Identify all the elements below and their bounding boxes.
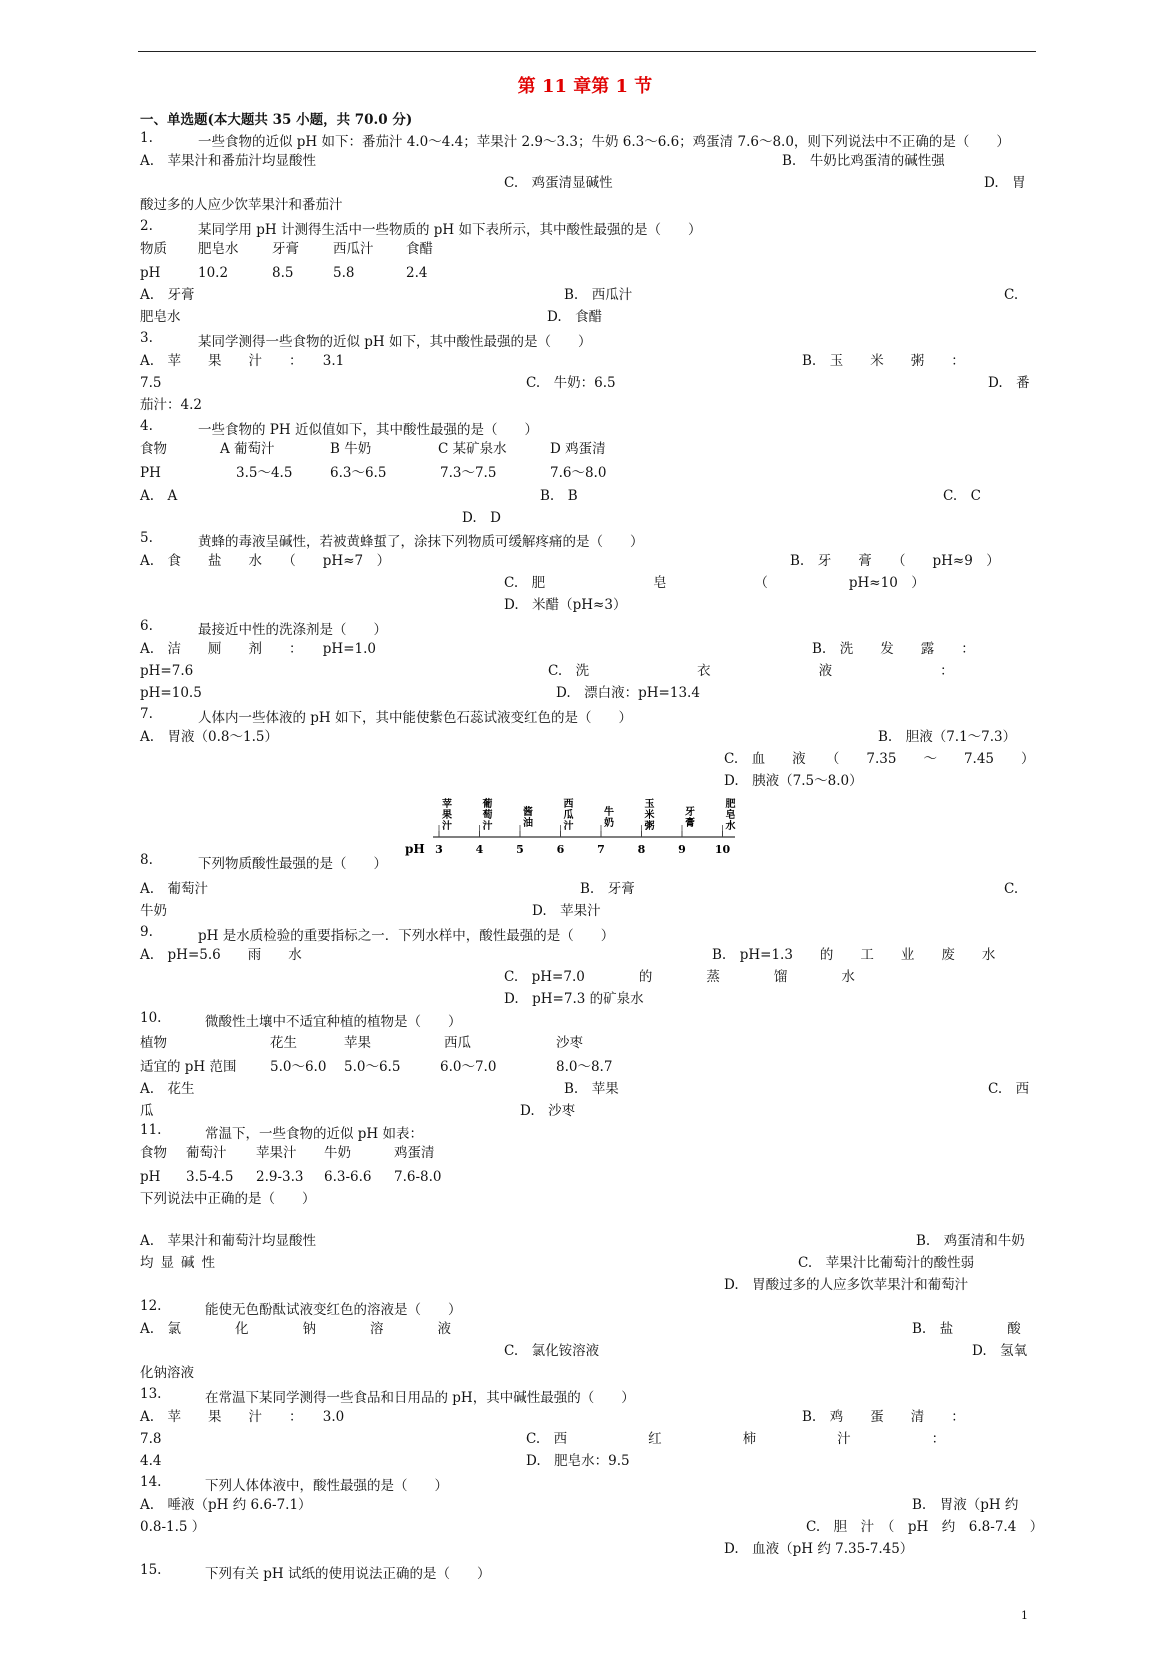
q3-option-d: D. 番	[988, 375, 1030, 391]
q5-option-c: C. 肥 皂 （ pH≈10 ）	[504, 575, 925, 591]
q6-stem: 最接近中性的洗涤剂是（ ）	[198, 622, 387, 638]
q9-stem: pH 是水质检验的重要指标之一．下列水样中，酸性最强的是（ ）	[198, 928, 615, 944]
q2-option-c-cont: 肥皂水	[140, 309, 181, 325]
ph-scale-item-label: 肥	[725, 799, 736, 810]
ph-scale-item-label: 汁	[563, 821, 574, 832]
q10-option-b: B. 苹果	[564, 1081, 619, 1097]
ph-scale-item-label: 米	[644, 810, 655, 821]
q4-stem: 一些食物的 PH 近似值如下，其中酸性最强的是（ ）	[198, 422, 538, 438]
q11-option-c: C. 苹果汁比葡萄汁的酸性弱	[798, 1255, 975, 1271]
q14-number: 14.	[140, 1474, 162, 1490]
q4-option-b: B. B	[540, 488, 578, 504]
q7-option-a: A. 胃液（0.8～1.5）	[140, 729, 278, 745]
q11-table-header-3: 牛奶	[324, 1145, 351, 1161]
q2-number: 2.	[140, 218, 153, 234]
q13-option-b: B. 鸡 蛋 清 ：	[802, 1409, 965, 1425]
ph-scale-item-label: 牛	[604, 807, 614, 818]
ph-scale-item-label: 油	[523, 818, 533, 829]
q11-option-a: A. 苹果汁和葡萄汁均显酸性	[140, 1233, 317, 1249]
ph-scale-tick-label: 6	[556, 843, 565, 856]
q2-option-d: D. 食醋	[547, 309, 603, 325]
q4-table-header-1: A 葡萄汁	[220, 441, 275, 457]
q12-option-d: D. 氢氧	[972, 1343, 1028, 1359]
ph-scale-item-label: 汁	[442, 821, 452, 832]
ph-scale-item-label: 西	[563, 799, 574, 810]
q4-table-cell-4: 7.6～8.0	[550, 465, 607, 481]
q11-number: 11.	[140, 1122, 162, 1138]
ph-scale-item-label: 皂	[725, 810, 736, 821]
q14-stem: 下列人体体液中，酸性最强的是（ ）	[205, 1478, 448, 1494]
q7-stem: 人体内一些体液的 pH 如下，其中能使紫色石蕊试液变红色的是（ ）	[198, 710, 632, 726]
q2-option-c: C.	[1004, 287, 1019, 303]
q11-table-header-0: 食物	[140, 1145, 167, 1161]
q2-table-cell-0: pH	[140, 265, 161, 281]
q3-number: 3.	[140, 330, 153, 346]
q10-table-cell-1: 5.0～6.0	[270, 1059, 327, 1075]
q2-option-a: A. 牙膏	[140, 287, 195, 303]
ph-scale-item-label: 汁	[482, 821, 493, 832]
ph-scale-tick-label: 9	[678, 843, 686, 856]
q14-option-a-cont: 0.8-1.5 ）	[140, 1519, 206, 1535]
q3-option-c: C. 牛奶：6.5	[526, 375, 616, 391]
q11-table-cell-1: 3.5-4.5	[186, 1169, 234, 1185]
ph-scale-item-label: 牙	[685, 807, 695, 818]
q11-table-cell-3: 6.3-6.6	[324, 1169, 372, 1185]
q10-number: 10.	[140, 1010, 162, 1026]
q14-option-d: D. 血液（pH 约 7.35-7.45）	[724, 1541, 914, 1557]
q8-option-d: D. 苹果汁	[532, 903, 601, 919]
ph-scale-item-label: 葡	[482, 799, 493, 810]
q2-table-cell-4: 2.4	[406, 265, 428, 281]
q2-table-header-3: 西瓜汁	[333, 241, 374, 257]
q1-option-c: C. 鸡蛋清显碱性	[504, 175, 613, 191]
q14-option-a: A. 唾液（pH 约 6.6-7.1）	[140, 1497, 312, 1513]
q12-number: 12.	[140, 1298, 162, 1314]
q10-table-cell-4: 8.0～8.7	[556, 1059, 613, 1075]
q3-option-d-cont: 茄汁：4.2	[140, 397, 202, 413]
q15-number: 15.	[140, 1562, 162, 1578]
q8-option-c: C.	[1004, 881, 1019, 897]
q10-option-c: C. 西	[988, 1081, 1030, 1097]
q6-option-a-cont: pH=7.6	[140, 663, 194, 679]
q4-option-c: C. C	[943, 488, 981, 504]
q8-option-b: B. 牙膏	[580, 881, 635, 897]
ph-scale-item-label: 水	[725, 821, 736, 832]
q1-stem: 一些食物的近似 pH 如下：番茄汁 4.0～4.4；苹果汁 2.9～3.3；牛奶 6.3～6.6；鸡蛋清 7.6～8.0，则下列说法中不正确的是（ ）	[198, 134, 1010, 150]
q10-table-cell-2: 5.0～6.5	[344, 1059, 401, 1075]
q10-option-d: D. 沙枣	[520, 1103, 576, 1119]
q1-option-b: B. 牛奶比鸡蛋清的碱性强	[782, 153, 945, 169]
q2-table-header-2: 牙膏	[272, 241, 299, 257]
ph-scale-label: pH	[405, 842, 425, 856]
q13-option-c-cont: 4.4	[140, 1453, 162, 1469]
q4-table-cell-0: PH	[140, 465, 161, 481]
q3-option-a: A. 苹 果 汁 ： 3.1	[140, 353, 345, 369]
ph-scale-tick-label: 7	[597, 843, 605, 856]
q9-option-c: C. pH=7.0 的 蒸 馏 水	[504, 969, 855, 985]
q7-option-c: C. 血 液 （ 7.35 ～ 7.45 ）	[724, 751, 1035, 767]
q10-table-header-1: 花生	[270, 1035, 297, 1051]
q14-option-c: C. 胆 汁 （ pH 约 6.8-7.4 ）	[806, 1519, 1044, 1535]
q2-table-cell-2: 8.5	[272, 265, 294, 281]
q5-number: 5.	[140, 530, 153, 546]
q3-option-a-cont: 7.5	[140, 375, 162, 391]
q13-option-d: D. 肥皂水：9.5	[526, 1453, 630, 1469]
ph-scale-tick-label: 10	[714, 843, 731, 856]
ph-scale-tick-label: 3	[435, 843, 443, 856]
q11-table-cell-4: 7.6-8.0	[394, 1169, 442, 1185]
q9-option-b: B. pH=1.3 的 工 业 废 水	[712, 947, 996, 963]
page-number: 1	[1021, 1609, 1028, 1622]
q12-option-c: C. 氯化铵溶液	[504, 1343, 600, 1359]
q13-option-a: A. 苹 果 汁 ： 3.0	[140, 1409, 345, 1425]
q10-table-header-0: 植物	[140, 1035, 167, 1051]
q4-option-a: A. A	[140, 488, 178, 504]
q6-option-c: C. 洗 衣 液 ：	[548, 663, 954, 679]
q2-table-cell-1: 10.2	[198, 265, 229, 281]
q7-option-d: D. 胰液（7.5～8.0）	[724, 773, 863, 789]
ph-scale-tick-label: 5	[516, 843, 524, 856]
ph-scale-item-label: 奶	[604, 818, 614, 829]
q12-option-a: A. 氯 化 钠 溶 液	[140, 1321, 452, 1337]
q8-option-a: A. 葡萄汁	[140, 881, 209, 897]
q14-option-b: B. 胃液（pH 约	[912, 1497, 1019, 1513]
q4-table-cell-1: 3.5～4.5	[236, 465, 293, 481]
q10-option-c-cont: 瓜	[140, 1103, 154, 1119]
page-title: 第 11 章第 1 节	[517, 76, 653, 97]
ph-scale-tick-label: 8	[637, 843, 646, 856]
q2-table-header-0: 物质	[140, 241, 167, 257]
section-heading: 一、单选题(本大题共 35 小题，共 70.0 分)	[140, 112, 413, 128]
q11-stem: 常温下，一些食物的近似 pH 如表：	[205, 1126, 423, 1142]
ph-scale-item-label: 苹	[442, 799, 452, 810]
q2-table-cell-3: 5.8	[333, 265, 355, 281]
ph-scale-tick-label: 4	[475, 843, 484, 856]
q8-stem: 下列物质酸性最强的是（ ）	[198, 856, 387, 872]
q1-number: 1.	[140, 130, 153, 146]
q6-number: 6.	[140, 618, 153, 634]
ph-scale-item-label: 粥	[644, 821, 655, 832]
q11-question: 下列说法中正确的是（ ）	[140, 1191, 316, 1207]
q15-stem: 下列有关 pH 试纸的使用说法正确的是（ ）	[205, 1566, 491, 1582]
q10-table-header-4: 沙枣	[556, 1035, 583, 1051]
q13-stem: 在常温下某同学测得一些食品和日用品的 pH，其中碱性最强的（ ）	[205, 1390, 635, 1406]
q10-stem: 微酸性土壤中不适宜种植的植物是（ ）	[205, 1014, 462, 1030]
q9-option-a: A. pH=5.6 雨 水	[140, 947, 302, 963]
q11-table-cell-0: pH	[140, 1169, 161, 1185]
ph-scale-item-label: 瓜	[563, 810, 574, 821]
ph-scale-item-label: 酱	[523, 807, 533, 818]
ph-scale-item-label: 膏	[685, 818, 695, 829]
q8-option-c-cont: 牛奶	[140, 903, 167, 919]
q13-option-a-cont: 7.8	[140, 1431, 162, 1447]
q12-option-b: B. 盐 酸	[912, 1321, 1021, 1337]
q6-option-a: A. 洁 厕 剂 ： pH=1.0	[140, 641, 376, 657]
q4-table-header-0: 食物	[140, 441, 167, 457]
q11-option-b: B. 鸡蛋清和牛奶	[916, 1233, 1025, 1249]
q1-option-a: A. 苹果汁和番茄汁均显酸性	[140, 153, 317, 169]
q2-table-header-4: 食醋	[406, 241, 433, 257]
ph-scale-item-label: 玉	[644, 799, 655, 810]
q10-table-cell-0: 适宜的 pH 范围	[140, 1059, 237, 1075]
q7-option-b: B. 胆液（7.1～7.3）	[878, 729, 1017, 745]
q5-option-b: B. 牙 膏 （ pH≈9 ）	[790, 553, 1000, 569]
q4-table-cell-3: 7.3～7.5	[440, 465, 497, 481]
q6-option-c-cont: pH=10.5	[140, 685, 202, 701]
q9-number: 9.	[140, 924, 153, 940]
q11-option-d: D. 胃酸过多的人应多饮苹果汁和葡萄汁	[724, 1277, 969, 1293]
q5-option-a: A. 食 盐 水 （ pH≈7 ）	[140, 553, 391, 569]
header-rule	[138, 51, 1036, 52]
q5-option-d: D. 米醋（pH≈3）	[504, 597, 627, 613]
q4-table-header-4: D 鸡蛋清	[550, 441, 606, 457]
q1-option-d: D. 胃	[984, 175, 1026, 191]
q3-stem: 某同学测得一些食物的近似 pH 如下，其中酸性最强的是（ ）	[198, 334, 592, 350]
q2-table-header-1: 肥皂水	[198, 241, 239, 257]
ph-scale-item-label: 果	[442, 810, 452, 821]
q4-table-cell-2: 6.3～6.5	[330, 465, 387, 481]
q7-number: 7.	[140, 706, 153, 722]
q10-table-cell-3: 6.0～7.0	[440, 1059, 497, 1075]
q4-number: 4.	[140, 418, 153, 434]
q9-option-d: D. pH=7.3 的矿泉水	[504, 991, 644, 1007]
q11-table-header-2: 苹果汁	[256, 1145, 297, 1161]
q4-option-d: D. D	[462, 510, 501, 526]
q11-option-b-cont: 均显碱性	[140, 1255, 222, 1271]
q13-number: 13.	[140, 1386, 162, 1402]
q6-option-b: B. 洗 发 露 ：	[812, 641, 975, 657]
ph-scale-item-label: 萄	[482, 810, 493, 821]
q13-option-c: C. 西 红 柿 汁 ：	[526, 1431, 946, 1447]
q10-table-header-2: 苹果	[344, 1035, 371, 1051]
q12-stem: 能使无色酚酞试液变红色的溶液是（ ）	[205, 1302, 462, 1318]
q1-option-d-cont: 酸过多的人应少饮苹果汁和番茄汁	[140, 197, 343, 213]
q2-stem: 某同学用 pH 计测得生活中一些物质的 pH 如下表所示，其中酸性最强的是（ ）	[198, 222, 702, 238]
q8-number: 8.	[140, 852, 153, 868]
q5-stem: 黄蜂的毒液呈碱性，若被黄蜂蜇了，涂抹下列物质可缓解疼痛的是（ ）	[198, 534, 644, 550]
q6-option-d: D. 漂白液：pH=13.4	[556, 685, 700, 701]
q11-table-header-4: 鸡蛋清	[394, 1145, 435, 1161]
q11-table-cell-2: 2.9-3.3	[256, 1169, 304, 1185]
q11-table-header-1: 葡萄汁	[186, 1145, 227, 1161]
q2-option-b: B. 西瓜汁	[564, 287, 633, 303]
ph-scale-figure	[405, 795, 745, 865]
q12-option-d-cont: 化钠溶液	[140, 1365, 194, 1381]
q10-table-header-3: 西瓜	[444, 1035, 471, 1051]
q3-option-b: B. 玉 米 粥 ：	[802, 353, 965, 369]
q4-table-header-3: C 某矿泉水	[438, 441, 507, 457]
q4-table-header-2: B 牛奶	[330, 441, 372, 457]
q10-option-a: A. 花生	[140, 1081, 195, 1097]
